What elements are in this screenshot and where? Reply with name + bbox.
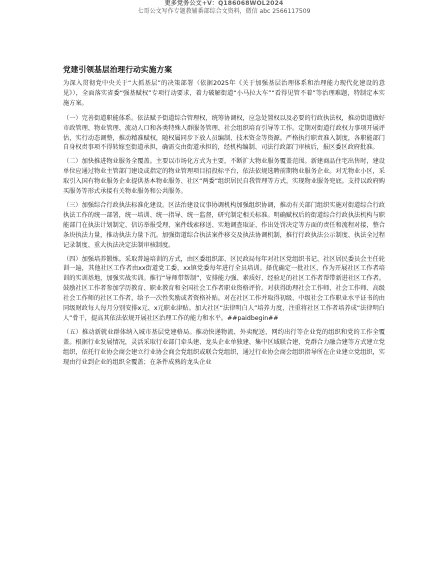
- page-header: [0, 0, 448, 16]
- document-title: 党建引领基层治理行动实施方案: [63, 65, 173, 74]
- section-5-paragraph: （五）推动新就业群体纳入城市基层党建格局。推动快递物流、外卖配送、网约出行等企业党的组织和党的工作全覆盖。根据行业发展情况，灵活采取行业部门牵头建、龙头企业单独建、集中区域联合建、党群合力融合建等方式建立党组织，依托行业协会商会建立行业协会商会党组织或联合党组织，通过行业协会商会组织指导所在企业建立党组织，实现由行业到企业的组织全覆盖；在条件成熟的龙头企业: [63, 328, 385, 366]
- intro-paragraph: 为深入贯彻党中央关于“大抓基层”的决策部署（依据2025年《关于加强基层治理体系和治理能力现代化建设的意见》），全面落实省委“强基赋权”专项行动要求，着力破解街道“小马拉大车”“看得见管不着”等治理难题，特制定本实施方案。: [63, 80, 385, 107]
- header-line-2: 七哥公文写作专题教辅番部综合文资料，微信 abc 2566117509: [137, 8, 311, 15]
- header-line-1: 更多党务公文+V：Q186068WOL2024: [164, 0, 284, 7]
- section-3-paragraph: （三）加强综合行政执法标准化建设。区法治建设议事协调机构加强组织协调，推动有关部门组织实施对街道综合行政执法工作的统一部署，统一培训、统一指导、统一监督，研究制定相关标准。明确赋权后的街道综合行政执法机构与职能部门在执法计划制定、信访举报受理、案件线索移送、实地调查取证、作出处罚决定等方面的责任和流程对接，整合条块执法力量，推动执法力量下沉。加强街道综合执法案件移交及执法协调机制，推行行政执法公示制度、执法全过程记录制度、重大执法决定法制审核制度。: [63, 201, 385, 249]
- document-body: [63, 64, 385, 371]
- section-1-paragraph: （一）完善街道职能体系。依法赋予街道综合管理权，统筹协调权，应急处置权以及必要的行政执法权，推动街道做好市政管理、物业管理、流动人口和各类特殊人群服务管理、社会组织培育引导等工作。定期对街道行政权力事项开展评估，实行动态调整，推动精准赋权，随权属同步下放人员编制、技术资金等资源。严格执行职责准入制度，各职能部门自身权责事项不得转嫁至街道承担，确需交由街道承担的，经机构编制、司法行政部门审核后，报区委区政府批准。: [63, 114, 385, 152]
- section-4-paragraph: （四）加强培养锻炼。采取普遍培训的方式，由区委组织部、区民政局每年对社区党组织书记、社区居民委员会主任轮训一遍，其他社区工作者由xx街道党工委、xx镇党委每年进行全员培训。择优确定一批社区，作为开展社区工作者培训的实训基地，加强实战实训。推行“导师带帮制”，安排能力强、素质好、经验足的社区工作者帮带新进社区工作者。鼓励社区工作者参加学历教育、职业教育和全国社会工作者职业资格评价。对获得助理社会工作师、社会工作师、高级社会工作师的社区工作者，给予一次性奖励或者资格补贴。对在社区工作并取得初级、中级社会工作职业水平证书的由同级财政每人每月分别安排x元、x元职业津贴。加大社区“法律明白人”培养力度，注重将社区工作者培养成“法律明白人”骨干，提高其依法依规开展社区治理工作的能力和水平。##paidbegin##: [63, 255, 385, 322]
- section-2-paragraph: （二）加快推进物业服务全覆盖。主要以市场化方式为主要，不断扩大物业服务覆盖范围。新建商品住宅出售时，建设单位应通过物业主管部门建设或指定的物业管理项目招投标平台，依法依规选聘前期物业服务企业。对无物业小区，采取引入国有物业服务企业提供基本物业服务、社区“两委”组织居民自我管理等方式，实现物业服务兜底。支持以政府购买服务等形式承接有关物业服务和公共服务。: [63, 158, 385, 196]
